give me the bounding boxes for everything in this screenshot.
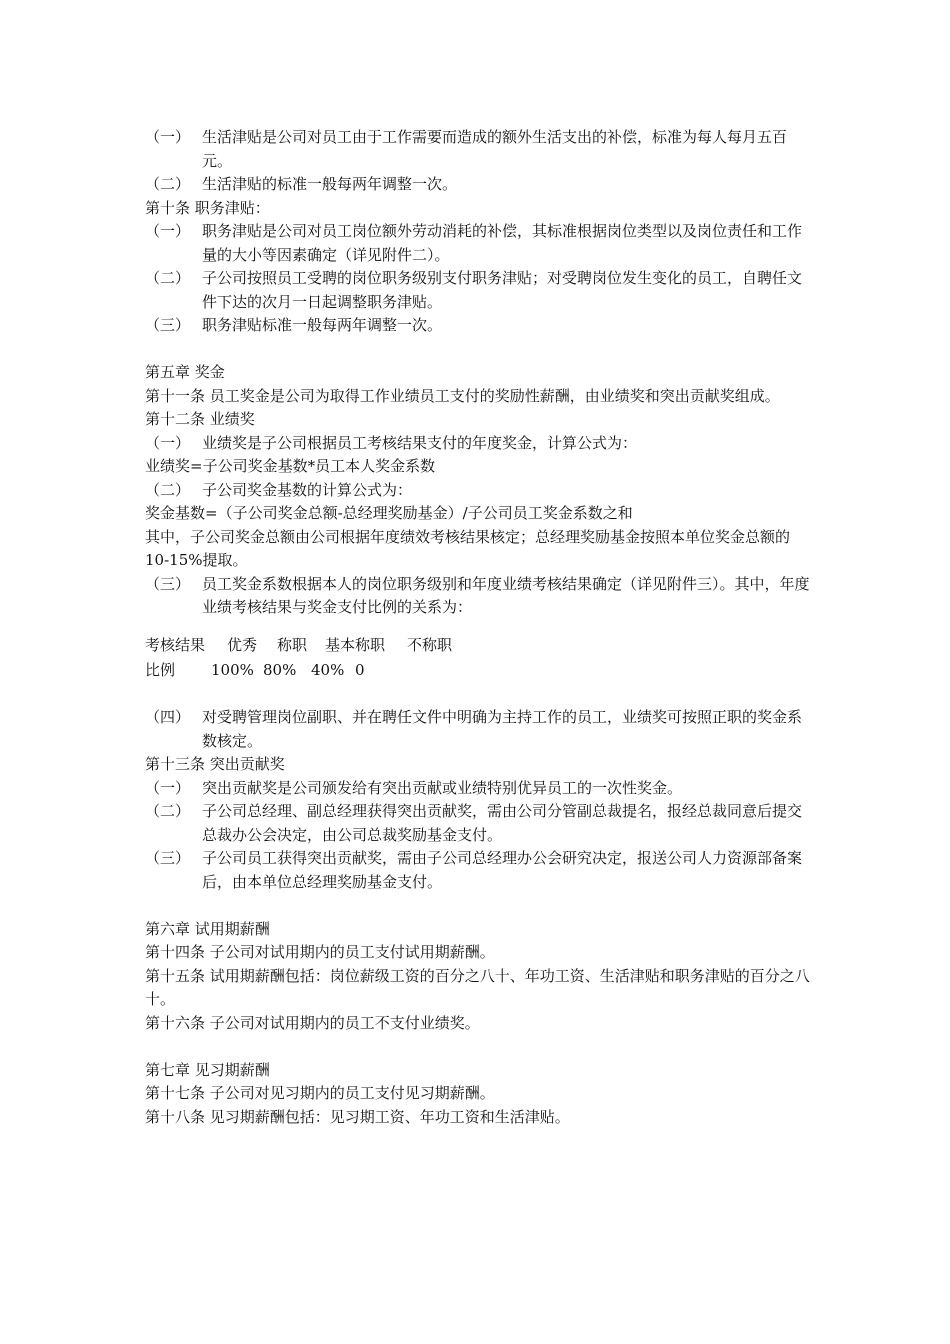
chapter-title: 第六章 试用期薪酬 (145, 919, 270, 938)
table-cell: 不称职 (407, 635, 453, 654)
item-number: （四） (145, 708, 191, 726)
table-cell: 考核结果 (145, 635, 206, 654)
item-number: （三） (145, 849, 191, 867)
spacer (145, 1035, 815, 1059)
table-row (145, 657, 452, 683)
formula: 业绩奖=子公司奖金基数*员工本人奖金系数 (145, 457, 436, 475)
table-row (145, 634, 452, 658)
table-value: 40% (311, 661, 345, 679)
item-text: 生活津贴是公司对员工由于工作需要而造成的额外生活支出的补偿，标准为每人每月五百元。 (202, 128, 788, 170)
table-cell (311, 657, 407, 683)
item-number: （一） (145, 128, 191, 146)
spacer (145, 620, 815, 634)
list-item (145, 777, 815, 801)
list-item (145, 314, 815, 338)
item-text: 生活津贴的标准一般每两年调整一次。 (202, 175, 458, 193)
item-text: 子公司按照员工受聘的岗位职务级别支付职务津贴；对受聘岗位发生变化的员工，自聘任文件下达的次月一日起调整职务津贴。 (202, 269, 803, 311)
item-number: （一） (145, 222, 191, 240)
table-cell: 称职 (277, 635, 308, 654)
item-text: 业绩奖是子公司根据员工考核结果支付的年度奖金，计算公式为： (202, 433, 638, 452)
list-item (145, 847, 815, 894)
item-number: （二） (145, 269, 191, 287)
list-item (145, 479, 815, 503)
spacer (145, 683, 815, 707)
note-paragraph: 其中，子公司奖金总额由公司根据年度绩效考核结果核定；总经理奖励基金按照本单位奖金总额的 10-15%提取。 (145, 527, 791, 569)
ratio-table (145, 634, 452, 683)
formula: 奖金基数=（子公司奖金总额-总经理奖励基金）/子公司员工奖金系数之和 (145, 504, 633, 522)
item-text: 子公司总经理、副总经理获得突出贡献奖，需由公司分管副总裁提名，报经总裁同意后提交总裁办公会决定，由公司总裁奖励基金支付。 (202, 802, 803, 844)
table-value: 80% (263, 661, 297, 679)
table-value: 100% (211, 661, 254, 679)
item-text: 子公司员工获得突出贡献奖，需由子公司总经理办公会研究决定，报送公司人力资源部备案后，由本单位总经理奖励基金支付。 (202, 849, 803, 891)
chapter-title: 第七章 见习期薪酬 (145, 1060, 270, 1079)
list-item (145, 173, 815, 197)
list-item (145, 800, 815, 847)
item-text: 对受聘管理岗位副职、并在聘任文件中明确为主持工作的员工，业绩奖可按照正职的奖金系数核定。 (202, 708, 803, 750)
item-number: （二） (145, 802, 191, 820)
item-number: （一） (145, 778, 191, 797)
table-cell: 基本称职 (325, 635, 386, 654)
article-heading: 第十三条 突出贡献奖 (145, 755, 285, 773)
table-value: 0 (355, 661, 365, 679)
table-cell (355, 657, 452, 683)
item-text: 子公司奖金基数的计算公式为： (202, 480, 413, 499)
item-number: （三） (145, 316, 191, 334)
document-body (145, 126, 815, 1129)
item-text: 职务津贴是公司对员工岗位额外劳动消耗的补偿，其标准根据岗位类型以及岗位责任和工作量的大小等因素确定（详见附件二）。 (202, 222, 803, 264)
table-cell: 优秀 (227, 635, 258, 654)
chapter-title: 第五章 奖金 (145, 363, 225, 381)
table-cell: 比例 (145, 661, 176, 679)
list-item (145, 220, 815, 267)
spacer (145, 338, 815, 362)
item-text: 突出贡献奖是公司颁发给有突出贡献或业绩特别优异员工的一次性奖金。 (202, 778, 683, 797)
list-item (145, 573, 815, 620)
article-paragraph: 第十七条 子公司对见习期内的员工支付见习期薪酬。 (145, 1084, 495, 1102)
list-item (145, 267, 815, 314)
article-heading: 第十二条 业绩奖 (145, 410, 255, 428)
item-number: （二） (145, 175, 191, 193)
article-paragraph: 第十八条 见习期薪酬包括：见习期工资、年功工资和生活津贴。 (145, 1107, 570, 1126)
item-text: 员工奖金系数根据本人的岗位职务级别和年度业绩考核结果确定（详见附件三）。其中，年度业绩考核结果与奖金支付比例的关系为： (202, 574, 810, 616)
list-item (145, 706, 815, 753)
list-item (145, 126, 815, 173)
item-number: （二） (145, 480, 191, 499)
article-paragraph: 第十四条 子公司对试用期内的员工支付试用期薪酬。 (145, 943, 495, 961)
list-item (145, 432, 815, 456)
article-heading: 第十条 职务津贴： (145, 198, 270, 217)
item-number: （一） (145, 433, 191, 452)
item-text: 职务津贴标准一般每两年调整一次。 (202, 316, 443, 334)
spacer (145, 894, 815, 918)
article-paragraph: 第十一条 员工奖金是公司为取得工作业绩员工支付的奖励性薪酬，由业绩奖和突出贡献奖组成。 (145, 386, 780, 405)
item-number: （三） (145, 574, 191, 593)
article-paragraph: 第十五条 试用期薪酬包括：岗位薪级工资的百分之八十、年功工资、生活津贴和职务津贴的百分之八十。 (145, 966, 810, 1008)
article-paragraph: 第十六条 子公司对试用期内的员工不支付业绩奖。 (145, 1013, 480, 1032)
